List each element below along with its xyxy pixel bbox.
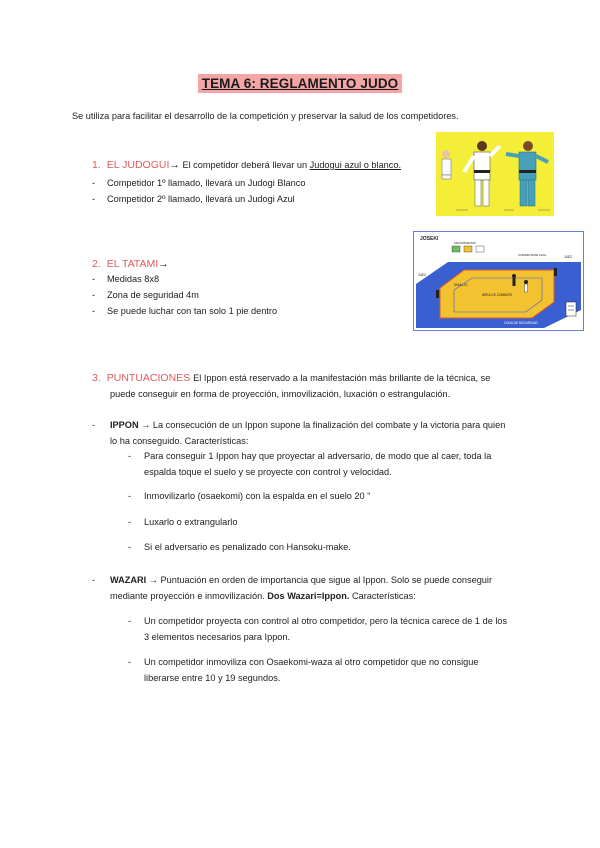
section-number: 2. — [92, 258, 101, 270]
ippon-list-item: - Luxarlo o extrangularlo — [128, 517, 238, 527]
tatami-label-judge-left: JUEZ — [418, 273, 426, 277]
list-item: - Competidor 2º llamado, llevará un Judogi Azul — [92, 194, 295, 204]
arrow-icon: → — [158, 258, 169, 270]
section-puntuaciones-heading — [92, 370, 490, 386]
tatami-label-zone: ZONA DE SEGURIDAD — [504, 321, 538, 325]
section-tatami-heading — [92, 258, 169, 270]
judogi-illustration — [436, 132, 554, 216]
list-item: - Competidor 1º llamado, llevará un Judogi Blanco — [92, 178, 306, 188]
section-title: EL JUDOGUI — [106, 159, 170, 171]
list-item: - Medidas 8x8 — [92, 274, 160, 284]
ippon-heading: - IPPON → La consecución de un Ippon supone la finalización del combate y la victoria para quien — [92, 420, 506, 430]
tatami-diagram — [413, 231, 584, 331]
ippon-text: → La consecución de un Ippon supone la finalización del combate y la victoria para quien — [138, 420, 506, 430]
wazari-text: → Puntuación en orden de importancia que sigue al Ippon. Solo se puede conseguir — [146, 575, 493, 585]
section-text-continued: puede conseguir en forma de proyección, inmovilización, luxación o estrangulación. — [110, 389, 451, 399]
wazari-list-item: - Un competidor proyecta con control al otro competidor, pero la técnica carece de 1 de los 3 elementos necesarios para Ippon. — [128, 616, 508, 642]
tatami-label-header: JOSEKI — [420, 236, 439, 242]
section-text: El competidor deberá llevar un — [179, 160, 310, 170]
ippon-text-continued: lo ha conseguido. Características: — [110, 436, 249, 446]
section-judogi-heading — [92, 159, 401, 171]
ippon-list-item: - Inmovilizarlo (osaekomi) con la espalda en el suelo 20 ” — [128, 491, 371, 501]
tatami-label-desk: COMPETIDOR AZUL — [518, 253, 547, 257]
section-title: EL TATAMI — [106, 258, 159, 270]
section-text-underlined: Judogui azul o blanco. — [309, 160, 402, 170]
list-item: - Zona de seguridad 4m — [92, 290, 199, 300]
tatami-label-inner: ÁREA DE COMBATE — [482, 293, 513, 297]
wazari-title: WAZARI — [110, 575, 147, 585]
section-title: PUNTUACIONES — [106, 372, 191, 384]
section-text: El Ippon está reservado a la manifestación más brillante de la técnica, se — [193, 373, 491, 383]
page-title: TEMA 6: REGLAMENTO JUDO — [198, 74, 403, 93]
ippon-list-item: - Para conseguir 1 Ippon hay que proyectar al adversario, de modo que al caer, toda la espalda toque el suelo y se proyecte con control y velocidad. — [128, 451, 492, 477]
list-item: - Se puede luchar con tan solo 1 pie dentro — [92, 306, 278, 316]
section-number: 3. — [92, 372, 101, 384]
tatami-label-seats: CRONÓMETRO — [454, 241, 476, 245]
ippon-list-item: - Si el adversario es penalizado con Hansoku-make. — [128, 542, 351, 552]
wazari-text-continued: mediante proyección e inmovilización. Dos Wazari=Ippon. Características: — [110, 591, 416, 601]
section-number: 1. — [92, 159, 101, 171]
wazari-list-item: - Un competidor inmoviliza con Osaekomi-waza al otro competidor que no consigue liberarse entre 10 y 19 segundos. — [128, 657, 479, 683]
tatami-label-judge-right: JUEZ — [564, 255, 572, 259]
wazari-heading: - WAZARI → Puntuación en orden de importancia que sigue al Ippon. Solo se puede conseguir — [92, 575, 493, 585]
tatami-label-mid: SHIAI-JO — [454, 283, 468, 287]
intro-text: Se utiliza para facilitar el desarrollo de la competición y preservar la salud de los competidores. — [72, 111, 459, 121]
arrow-icon: → — [169, 159, 180, 171]
ippon-title: IPPON — [110, 420, 139, 430]
